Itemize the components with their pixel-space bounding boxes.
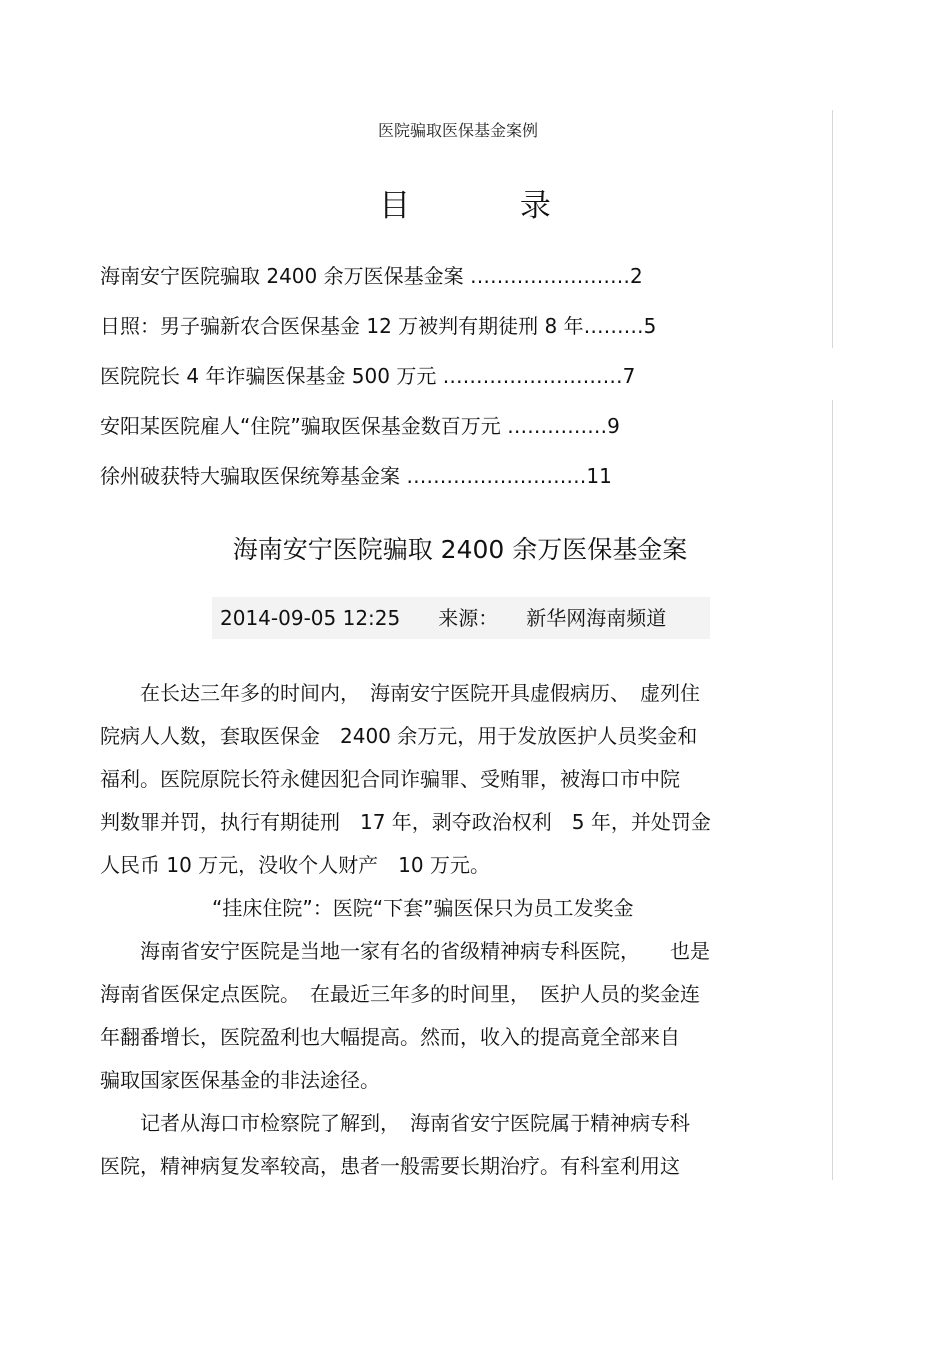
paragraph-line: 判数罪并罚，执行有期徒刑 17 年，剥夺政治权利 5 年，并处罚金 (100, 810, 711, 834)
table-of-contents (100, 258, 820, 508)
toc-title: 目 录 (379, 188, 601, 224)
margin-rule-top (832, 110, 833, 348)
toc-item[interactable]: 海南安宁医院骗取 2400 余万医保基金案 ……………………2 (100, 264, 643, 288)
article-meta (212, 597, 710, 639)
toc-item[interactable]: 安阳某医院雇人“住院”骗取医保基金数百万元 ……………9 (100, 414, 620, 438)
source-label: 来源： (438, 606, 499, 630)
paragraph-line: 海南省医保定点医院。 在最近三年多的时间里， 医护人员的奖金连 (100, 982, 700, 1006)
document-header-title: 医院骗取医保基金案例 (377, 121, 538, 140)
article-date: 2014-09-05 12:25 (220, 606, 401, 630)
source-name: 新华网海南频道 (526, 606, 667, 630)
paragraph-line: 福利。医院原院长符永健因犯合同诈骗罪、受贿罪，被海口市中院 (100, 767, 680, 791)
paragraph-line: 年翻番增长，医院盈利也大幅提高。然而，收入的提高竟全部来自 (100, 1025, 680, 1049)
paragraph-line: 在长达三年多的时间内， 海南安宁医院开具虚假病历、 虚列住 (100, 681, 700, 705)
paragraph-line: 医院，精神病复发率较高，患者一般需要长期治疗。有科室利用这 (100, 1154, 680, 1178)
paragraph-line: 院病人人数，套取医保金 2400 余万元，用于发放医护人员奖金和 (100, 724, 698, 748)
paragraph-line: 骗取国家医保基金的非法途径。 (100, 1068, 380, 1092)
article-body (100, 672, 835, 1188)
section-subheading: “挂床住院”：医院“下套”骗医保只为员工发奖金 (212, 896, 634, 920)
toc-item[interactable]: 医院院长 4 年诈骗医保基金 500 万元 ………………………7 (100, 364, 636, 388)
paragraph-line: 海南省安宁医院是当地一家有名的省级精神病专科医院， 也是 (100, 939, 710, 963)
toc-item[interactable]: 徐州破获特大骗取医保统筹基金案 ………………………11 (100, 464, 612, 488)
paragraph-line: 记者从海口市检察院了解到， 海南省安宁医院属于精神病专科 (100, 1111, 690, 1135)
paragraph-line: 人民币 10 万元，没收个人财产 10 万元。 (100, 853, 490, 877)
article-title: 海南安宁医院骗取 2400 余万医保基金案 (232, 535, 688, 564)
toc-item[interactable]: 日照：男子骗新农合医保基金 12 万被判有期徒刑 8 年………5 (100, 314, 657, 338)
